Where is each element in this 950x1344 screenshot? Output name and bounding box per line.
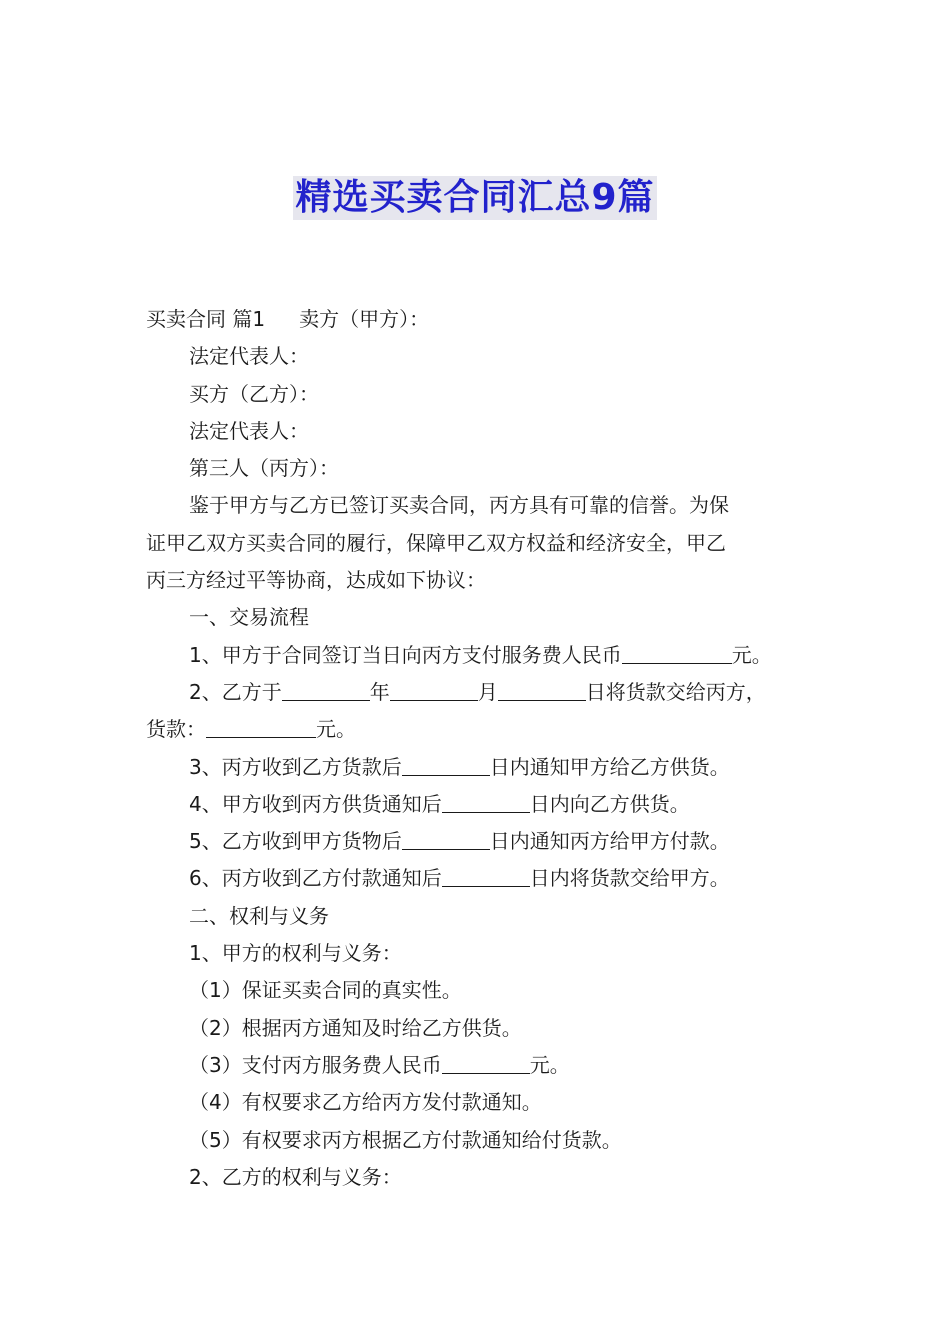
blank-field bbox=[442, 1051, 530, 1074]
section-heading: 二、权利与义务 bbox=[189, 903, 329, 928]
paragraph: 第三人（丙方）： bbox=[189, 456, 339, 481]
item-text: 元。 bbox=[316, 717, 356, 742]
paragraph: 买方（乙方）： bbox=[189, 381, 319, 406]
item-text: 1、甲方于合同签订当日向丙方支付服务费人民币 bbox=[189, 642, 622, 667]
paragraph: 法定代表人： bbox=[189, 418, 309, 443]
item-text: 4、甲方收到丙方供货通知后 bbox=[189, 791, 442, 816]
list-item bbox=[146, 786, 826, 823]
sub-item: （4）有权要求乙方给丙方发付款通知。 bbox=[189, 1090, 542, 1115]
sub-item: （5）有权要求丙方根据乙方付款通知给付货款。 bbox=[189, 1127, 622, 1152]
item-text: 日内将货款交给甲方。 bbox=[529, 866, 730, 891]
intro-line: 鉴于甲方与乙方已签订买卖合同，丙方具有可靠的信誉。为保 bbox=[189, 493, 729, 518]
blank-field bbox=[442, 864, 530, 887]
list-item bbox=[146, 823, 826, 860]
blank-field bbox=[206, 715, 316, 738]
item-text: 日内通知丙方给甲方付款。 bbox=[489, 829, 730, 854]
item-text: 日内通知甲方给乙方供货。 bbox=[489, 754, 730, 779]
heading-line bbox=[146, 301, 826, 338]
item-text: 月 bbox=[477, 679, 498, 704]
item-text: 日将货款交给丙方， bbox=[585, 679, 766, 704]
list-item bbox=[146, 637, 826, 674]
blank-field bbox=[390, 678, 478, 701]
list-item bbox=[146, 674, 826, 711]
blank-field bbox=[498, 678, 586, 701]
sub-item: （1）保证买卖合同的真实性。 bbox=[189, 978, 462, 1003]
blank-field bbox=[402, 827, 490, 850]
item-text: 元。 bbox=[529, 1052, 570, 1077]
blank-field bbox=[442, 790, 530, 813]
item-text: 元。 bbox=[731, 642, 772, 667]
document-body bbox=[146, 301, 826, 1196]
list-item bbox=[146, 860, 826, 897]
list-item bbox=[146, 749, 826, 786]
blank-field bbox=[282, 678, 370, 701]
item-text: 货款： bbox=[146, 717, 206, 742]
intro-line: 丙三方经过平等协商，达成如下协议： bbox=[146, 568, 486, 593]
subsection-heading: 2、乙方的权利与义务： bbox=[189, 1164, 402, 1189]
item-text: 日内向乙方供货。 bbox=[529, 791, 690, 816]
paragraph: 法定代表人： bbox=[189, 344, 309, 369]
blank-field bbox=[622, 641, 732, 664]
contract-heading: 买卖合同 篇1 bbox=[146, 307, 266, 331]
subsection-heading: 1、甲方的权利与义务： bbox=[189, 941, 402, 966]
item-text: （3）支付丙方服务费人民币 bbox=[189, 1052, 442, 1077]
item-text: 6、丙方收到乙方付款通知后 bbox=[189, 866, 442, 891]
item-text: 年 bbox=[369, 679, 390, 704]
section-heading: 一、交易流程 bbox=[189, 605, 309, 630]
item-text: 2、乙方于 bbox=[189, 679, 282, 704]
sub-item bbox=[146, 1047, 826, 1084]
seller-label: 卖方（甲方）： bbox=[299, 307, 430, 331]
item-text: 3、丙方收到乙方货款后 bbox=[189, 754, 402, 779]
intro-line: 证甲乙双方买卖合同的履行，保障甲乙双方权益和经济安全，甲乙 bbox=[146, 530, 726, 555]
list-item-continued bbox=[146, 711, 826, 748]
blank-field bbox=[402, 753, 490, 776]
document-title: 精选买卖合同汇总9篇 bbox=[295, 177, 655, 218]
title-block bbox=[0, 176, 950, 220]
sub-item: （2）根据丙方通知及时给乙方供货。 bbox=[189, 1015, 522, 1040]
item-text: 5、乙方收到甲方货物后 bbox=[189, 829, 402, 854]
